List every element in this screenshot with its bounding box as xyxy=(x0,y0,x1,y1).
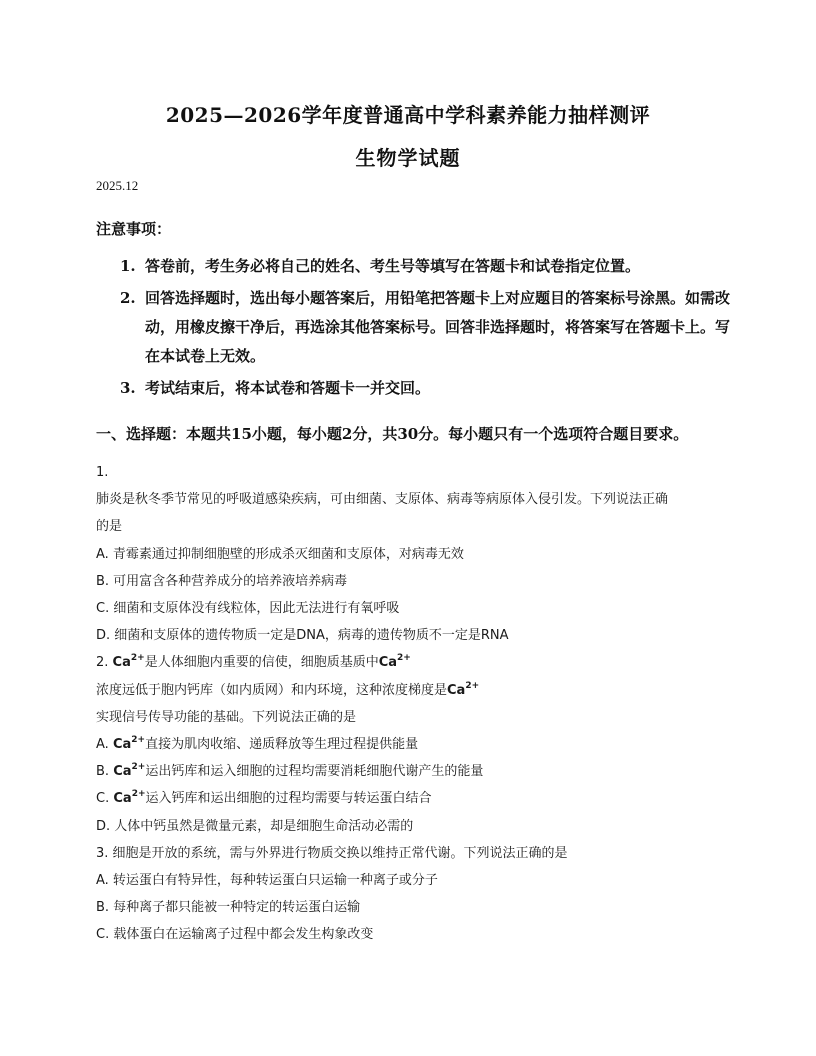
notice-item-number: 1. xyxy=(120,257,136,275)
exam-subtitle: 生物学试题 xyxy=(355,146,461,170)
question-list xyxy=(96,459,736,949)
notice-item xyxy=(96,284,736,371)
calcium-ion: $Ca^{2+}$ xyxy=(447,680,480,698)
question-3-option-c: C. 载体蛋白在运输离子过程中都会发生构象改变 xyxy=(96,927,374,943)
question-3-option-a: A. 转运蛋白有特异性，每种转运蛋白只运输一种离子或分子 xyxy=(96,873,438,889)
notice-heading: 注意事项： xyxy=(96,220,172,238)
calcium-ion: $Ca^{2+}$ xyxy=(112,653,145,671)
notice-item-text: 答卷前，考生务必将自己的姓名、考生号等填写在答题卡和试卷指定位置。 xyxy=(145,257,641,275)
section-heading-choice: 一、选择题：本题共15小题，每小题2分，共30分。每小题只有一个选项符合题目要求。 xyxy=(96,425,689,443)
calcium-ion: $Ca^{2+}$ xyxy=(378,653,411,671)
notice-item-number: 2. xyxy=(120,289,136,307)
question-1-option-c: C. 细菌和支原体没有线粒体，因此无法进行有氧呼吸 xyxy=(96,601,400,617)
question-2-option-d: D. 人体中钙虽然是微量元素，却是细胞生命活动必需的 xyxy=(96,818,414,834)
question-1-number: 1. xyxy=(96,465,109,480)
question-2-option-b: B. $Ca^{2+}$运出钙库和运入细胞的过程均需要消耗细胞代谢产生的能量 xyxy=(96,762,484,780)
exam-date: 2025.12 xyxy=(96,178,139,193)
question-2-option-c: C. $Ca^{2+}$运入钙库和运出细胞的过程均需要与转运蛋白结合 xyxy=(96,789,432,807)
notice-item-number: 3. xyxy=(120,379,136,397)
question-2-number: 2. xyxy=(96,655,109,671)
notice-item-text: 回答选择题时，选出每小题答案后，用铅笔把答题卡上对应题目的答案标号涂黑。如需改动，用橡皮擦干净后，再选涂其他答案标号。回答非选择题时，将答案写在答题卡上。写在本试卷上无效。 xyxy=(145,289,731,365)
calcium-ion: $Ca^{2+}$ xyxy=(112,735,146,753)
calcium-ion: $Ca^{2+}$ xyxy=(113,762,146,780)
question-1-option-a: A. 青霉素通过抑制细胞壁的形成杀灭细菌和支原体，对病毒无效 xyxy=(96,546,464,562)
question-2-stem xyxy=(96,649,736,676)
question-2-stem-cont: 实现信号传导功能的基础。下列说法正确的是 xyxy=(96,709,357,725)
notice-item xyxy=(96,252,736,281)
notice-list xyxy=(96,252,736,406)
notice-item-text: 考试结束后，将本试卷和答题卡一并交回。 xyxy=(145,379,431,397)
question-3-option-b: B. 每种离子都只能被一种特定的转运蛋白运输 xyxy=(96,900,361,916)
question-2-stem-text: 是人体细胞内重要的信使，细胞质基质中 xyxy=(144,655,379,671)
question-3-stem: 3. 细胞是开放的系统，需与外界进行物质交换以维持正常代谢。下列说法正确的是 xyxy=(96,845,568,861)
question-1-stem: 肺炎是秋冬季节常见的呼吸道感染疾病，可由细菌、支原体、病毒等病原体入侵引发。下列说法正确 xyxy=(96,492,669,508)
exam-title: 2025—2026学年度普通高中学科素养能力抽样测评 xyxy=(165,103,651,127)
question-1-stem-cont: 的是 xyxy=(96,519,123,535)
question-1-option-d: D. 细菌和支原体的遗传物质一定是DNA，病毒的遗传物质不一定是RNA xyxy=(96,628,509,644)
calcium-ion: $Ca^{2+}$ xyxy=(113,789,146,807)
question-2-option-a: A. $Ca^{2+}$直接为肌肉收缩、递质释放等生理过程提供能量 xyxy=(96,735,419,753)
notice-item xyxy=(96,374,736,403)
question-1-option-b: B. 可用富含各种营养成分的培养液培养病毒 xyxy=(96,573,348,589)
question-2-stem-cont: 浓度远低于胞内钙库（如内质网）和内环境，这种浓度梯度是$Ca^{2+}$ xyxy=(96,680,480,698)
